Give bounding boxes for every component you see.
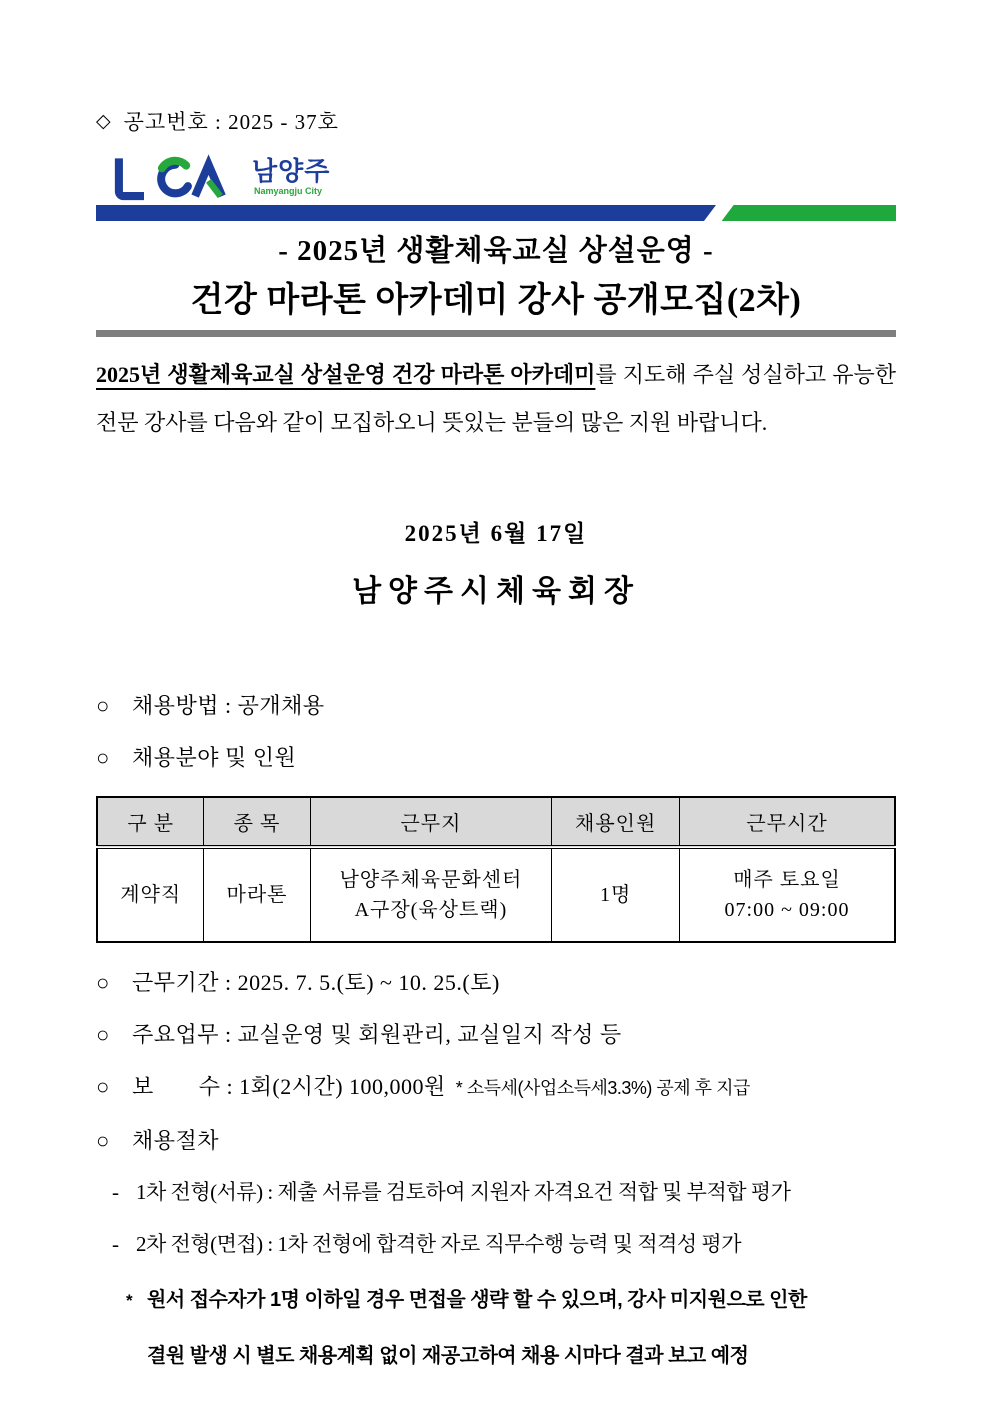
bullet-text: 보 수 : 1회(2시간) 100,000원 xyxy=(132,1074,446,1099)
col-header-category: 구 분 xyxy=(97,797,204,847)
detail-list xyxy=(96,969,896,1154)
asterisk-icon: * xyxy=(126,1291,133,1310)
circle-bullet-icon: ○ xyxy=(96,693,110,718)
bar-green-segment xyxy=(722,205,896,221)
cell-workplace xyxy=(310,847,552,942)
footnote-line-2: 결원 발생 시 별도 채용계획 없이 재공고하여 채용 시마다 결과 보고 예정 xyxy=(147,1345,749,1367)
step-text: 1차 전형(서류) : 제출 서류를 검토하여 지원자 자격요건 적합 및 부적합 평가 xyxy=(136,1180,791,1204)
title-block xyxy=(96,221,896,337)
diamond-icon: ◇ xyxy=(96,110,112,132)
decorative-color-bar xyxy=(96,205,896,221)
bullet-recruit-field xyxy=(96,744,896,771)
circle-bullet-icon: ○ xyxy=(96,1128,110,1153)
announcement-date: 2025년 6월 17일 xyxy=(404,521,588,546)
col-header-sport: 종 목 xyxy=(204,797,310,847)
city-logo-mark-icon xyxy=(96,153,244,205)
cell-hours-line1: 매주 토요일 xyxy=(733,869,841,891)
cell-category: 계약직 xyxy=(97,847,204,942)
notice-number-text: 공고번호 : 2025 - 37호 xyxy=(123,110,339,134)
intro-emphasized-text: 2025년 생활체육교실 상설운영 건강 마라톤 아카데미 xyxy=(96,362,596,387)
bullet-pay xyxy=(96,1073,896,1102)
footnote xyxy=(96,1283,896,1368)
step-second-screening xyxy=(112,1231,896,1257)
circle-bullet-icon: ○ xyxy=(96,1022,110,1047)
cell-workplace-line2: A구장(육상트랙) xyxy=(354,899,508,921)
footnote-line-1 xyxy=(126,1283,896,1312)
bullet-text: 채용방법 : 공개채용 xyxy=(132,693,325,718)
col-header-headcount: 채용인원 xyxy=(552,797,680,847)
bullet-hiring-process xyxy=(96,1127,896,1154)
circle-bullet-icon: ○ xyxy=(96,970,110,995)
title-line-2: 건강 마라톤 아카데미 강사 공개모집(2차) xyxy=(190,282,802,319)
hiring-steps-list xyxy=(96,1179,896,1257)
cell-hours-line2: 07:00 ~ 09:00 xyxy=(724,899,850,921)
col-header-workplace: 근무지 xyxy=(310,797,552,847)
bullet-text: 채용절차 xyxy=(132,1128,220,1153)
bullet-work-period xyxy=(96,969,896,996)
bullet-main-duties xyxy=(96,1021,896,1048)
footnote-text-1: 원서 접수자가 1명 이하일 경우 면접을 생략 할 수 있으며, 강사 미지원으로 인한 xyxy=(147,1289,807,1311)
bullet-text: 채용분야 및 인원 xyxy=(132,745,297,770)
dash-bullet-icon: - xyxy=(112,1232,119,1256)
step-first-screening xyxy=(112,1179,896,1205)
cell-hours xyxy=(680,847,896,942)
step-text: 2차 전형(면접) : 1차 전형에 합격한 자로 직무수행 능력 및 적격성 평가 xyxy=(136,1232,742,1256)
bar-blue-segment xyxy=(96,205,716,221)
bullet-text: 근무기간 : 2025. 7. 5.(토) ~ 10. 25.(토) xyxy=(132,970,500,995)
cell-workplace-line1: 남양주체육문화센터 xyxy=(339,869,523,891)
cell-headcount: 1명 xyxy=(552,847,680,942)
col-header-hours: 근무시간 xyxy=(680,797,896,847)
pay-tax-note: * 소득세(사업소득세3.3%) 공제 후 지급 xyxy=(455,1078,750,1098)
city-logo xyxy=(96,153,896,205)
table-row xyxy=(97,847,895,942)
city-logo-english: Namyangju City xyxy=(254,186,323,196)
notice-number-line xyxy=(96,106,896,136)
title-line-1: - 2025년 생활체육교실 상설운영 - xyxy=(278,235,714,267)
table-header-row xyxy=(97,797,895,847)
announcement-signer: 남양주시체육회장 xyxy=(352,575,640,608)
city-logo-korean: 남양주 xyxy=(252,156,331,186)
circle-bullet-icon: ○ xyxy=(96,1074,110,1099)
circle-bullet-icon: ○ xyxy=(96,745,110,770)
recruitment-table xyxy=(96,796,896,943)
intro-rest-text: 를 지도해 주실 성실하고 유능한 전문 강사를 다음와 같이 모집하오니 뜻있는 분들의 많은 지원 바랍니다. xyxy=(96,362,896,435)
cell-sport: 마라톤 xyxy=(204,847,310,942)
bullet-text: 주요업무 : 교실운영 및 회원관리, 교실일지 작성 등 xyxy=(132,1022,622,1047)
recruit-intro-list xyxy=(96,692,896,771)
dash-bullet-icon: - xyxy=(112,1180,119,1204)
bullet-recruit-method xyxy=(96,692,896,719)
city-logo-text xyxy=(252,153,330,196)
intro-paragraph xyxy=(96,351,896,447)
